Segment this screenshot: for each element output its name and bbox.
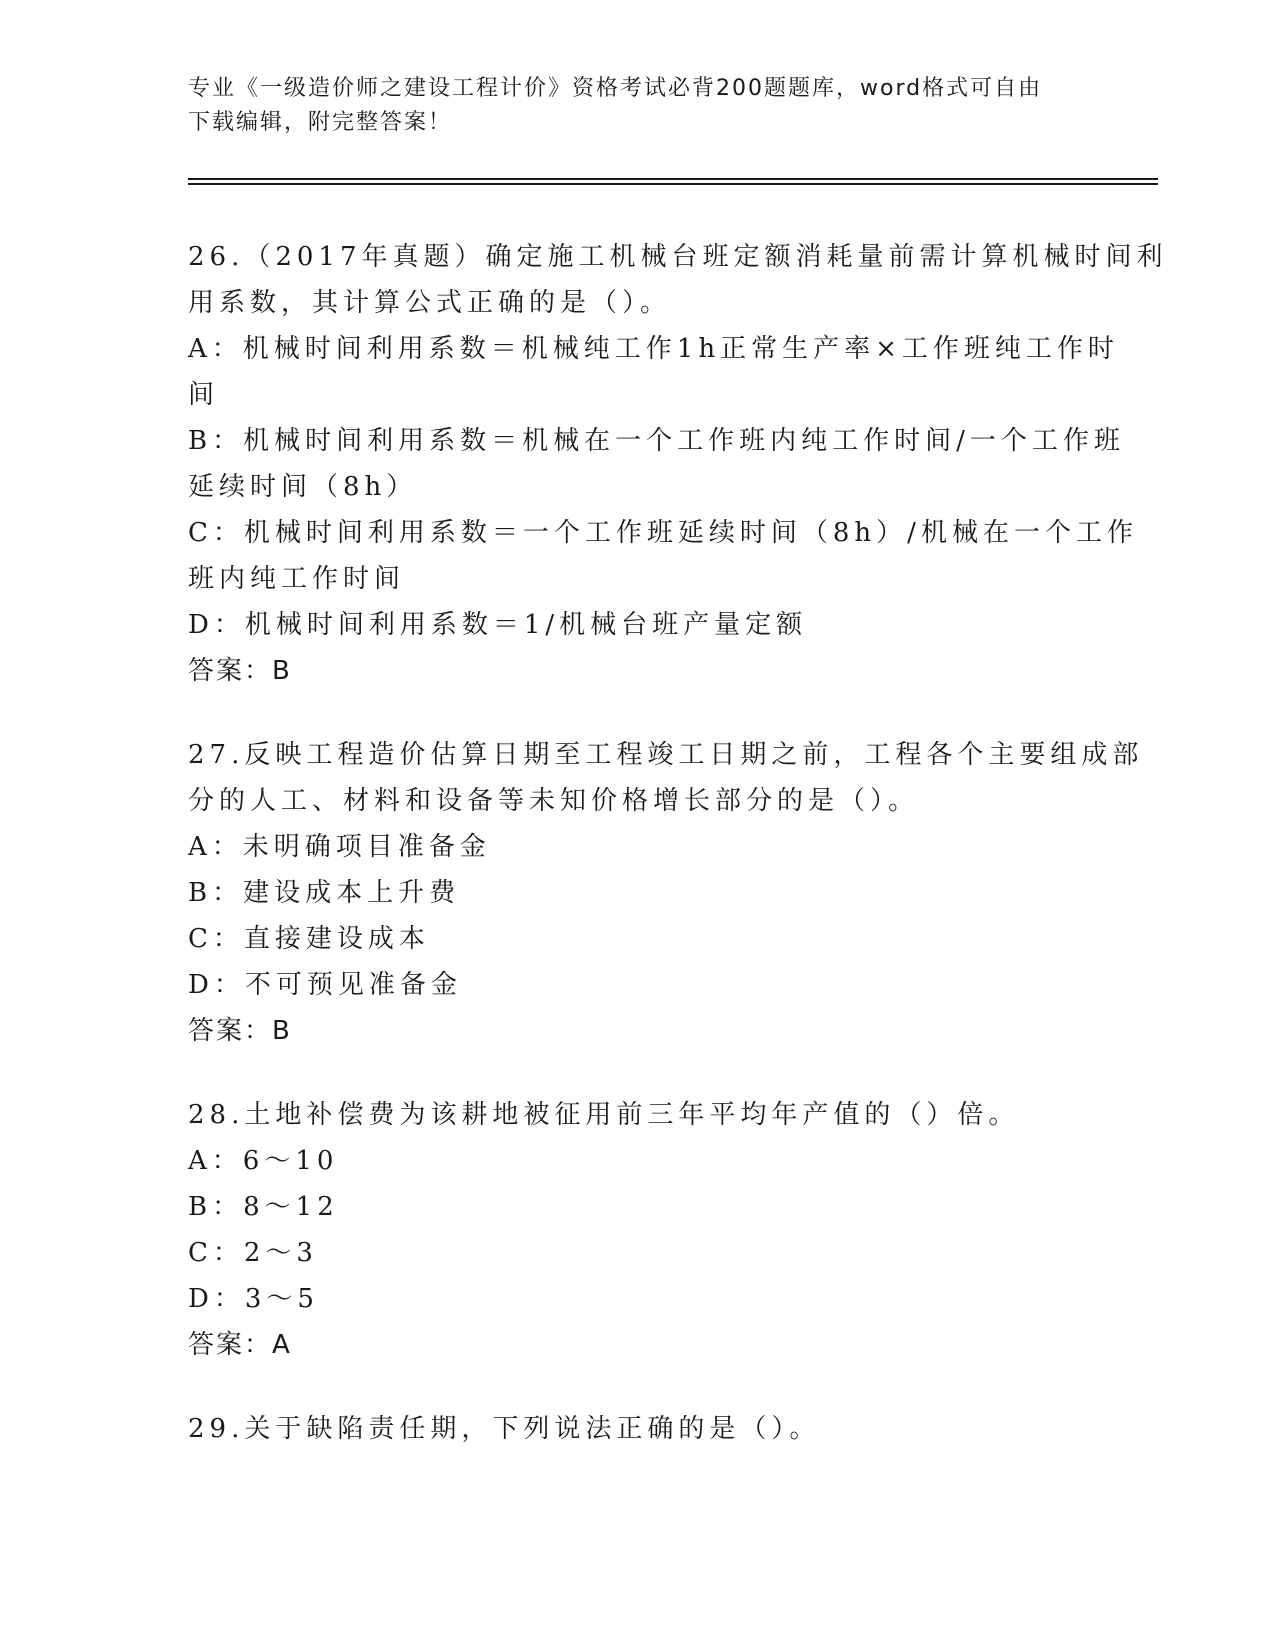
header-divider-bottom	[188, 183, 1158, 185]
header-line: 下载编辑，附完整答案！	[188, 110, 453, 135]
header-divider-top	[188, 178, 1158, 180]
option-d: D：机械时间利用系数＝1/机械台班产量定额	[188, 610, 808, 640]
question-stem-line: 分的人工、材料和设备等未知价格增长部分的是（）。	[188, 786, 920, 816]
question-26	[188, 234, 1168, 694]
option-a-continued: 间	[188, 380, 220, 410]
answer: 答案：A	[188, 1330, 292, 1360]
question-29	[188, 1406, 1088, 1452]
option-c-continued: 班内纯工作时间	[188, 564, 406, 594]
answer: 答案：B	[188, 656, 292, 686]
header-line: 专业《一级造价师之建设工程计价》资格考试必背200题题库，word格式可自由	[188, 76, 1043, 101]
option-a: A：6～10	[188, 1146, 339, 1176]
option-b: B：8～12	[188, 1192, 339, 1222]
question-stem-line: 28.土地补偿费为该耕地被征用前三年平均年产值的（）倍。	[188, 1100, 1020, 1130]
option-a: A：机械时间利用系数＝机械纯工作1h正常生产率×工作班纯工作时	[188, 334, 1119, 364]
option-c: C：2～3	[188, 1238, 318, 1268]
option-c: C：机械时间利用系数＝一个工作班延续时间（8h）/机械在一个工作	[188, 518, 1138, 548]
answer: 答案：B	[188, 1016, 292, 1046]
question-stem-line: 27.反映工程造价估算日期至工程竣工日期之前，工程各个主要组成部	[188, 740, 1144, 770]
option-b: B：建设成本上升费	[188, 878, 461, 908]
question-stem-line: 用系数，其计算公式正确的是（）。	[188, 288, 672, 318]
question-27	[188, 732, 1144, 1054]
question-stem-line: 29.关于缺陷责任期，下列说法正确的是（）。	[188, 1414, 821, 1444]
option-a: A：未明确项目准备金	[188, 832, 491, 862]
question-28	[188, 1092, 1088, 1368]
option-b-continued: 延续时间（8h）	[188, 472, 418, 502]
option-c: C：直接建设成本	[188, 924, 430, 954]
question-list	[188, 234, 1168, 1490]
option-d: D：不可预见准备金	[188, 970, 462, 1000]
option-b: B：机械时间利用系数＝机械在一个工作班内纯工作时间/一个工作班	[188, 426, 1125, 456]
question-stem-line: 26.（2017年真题）确定施工机械台班定额消耗量前需计算机械时间利	[188, 242, 1168, 272]
document-header	[188, 72, 1088, 140]
option-d: D：3～5	[188, 1284, 319, 1314]
